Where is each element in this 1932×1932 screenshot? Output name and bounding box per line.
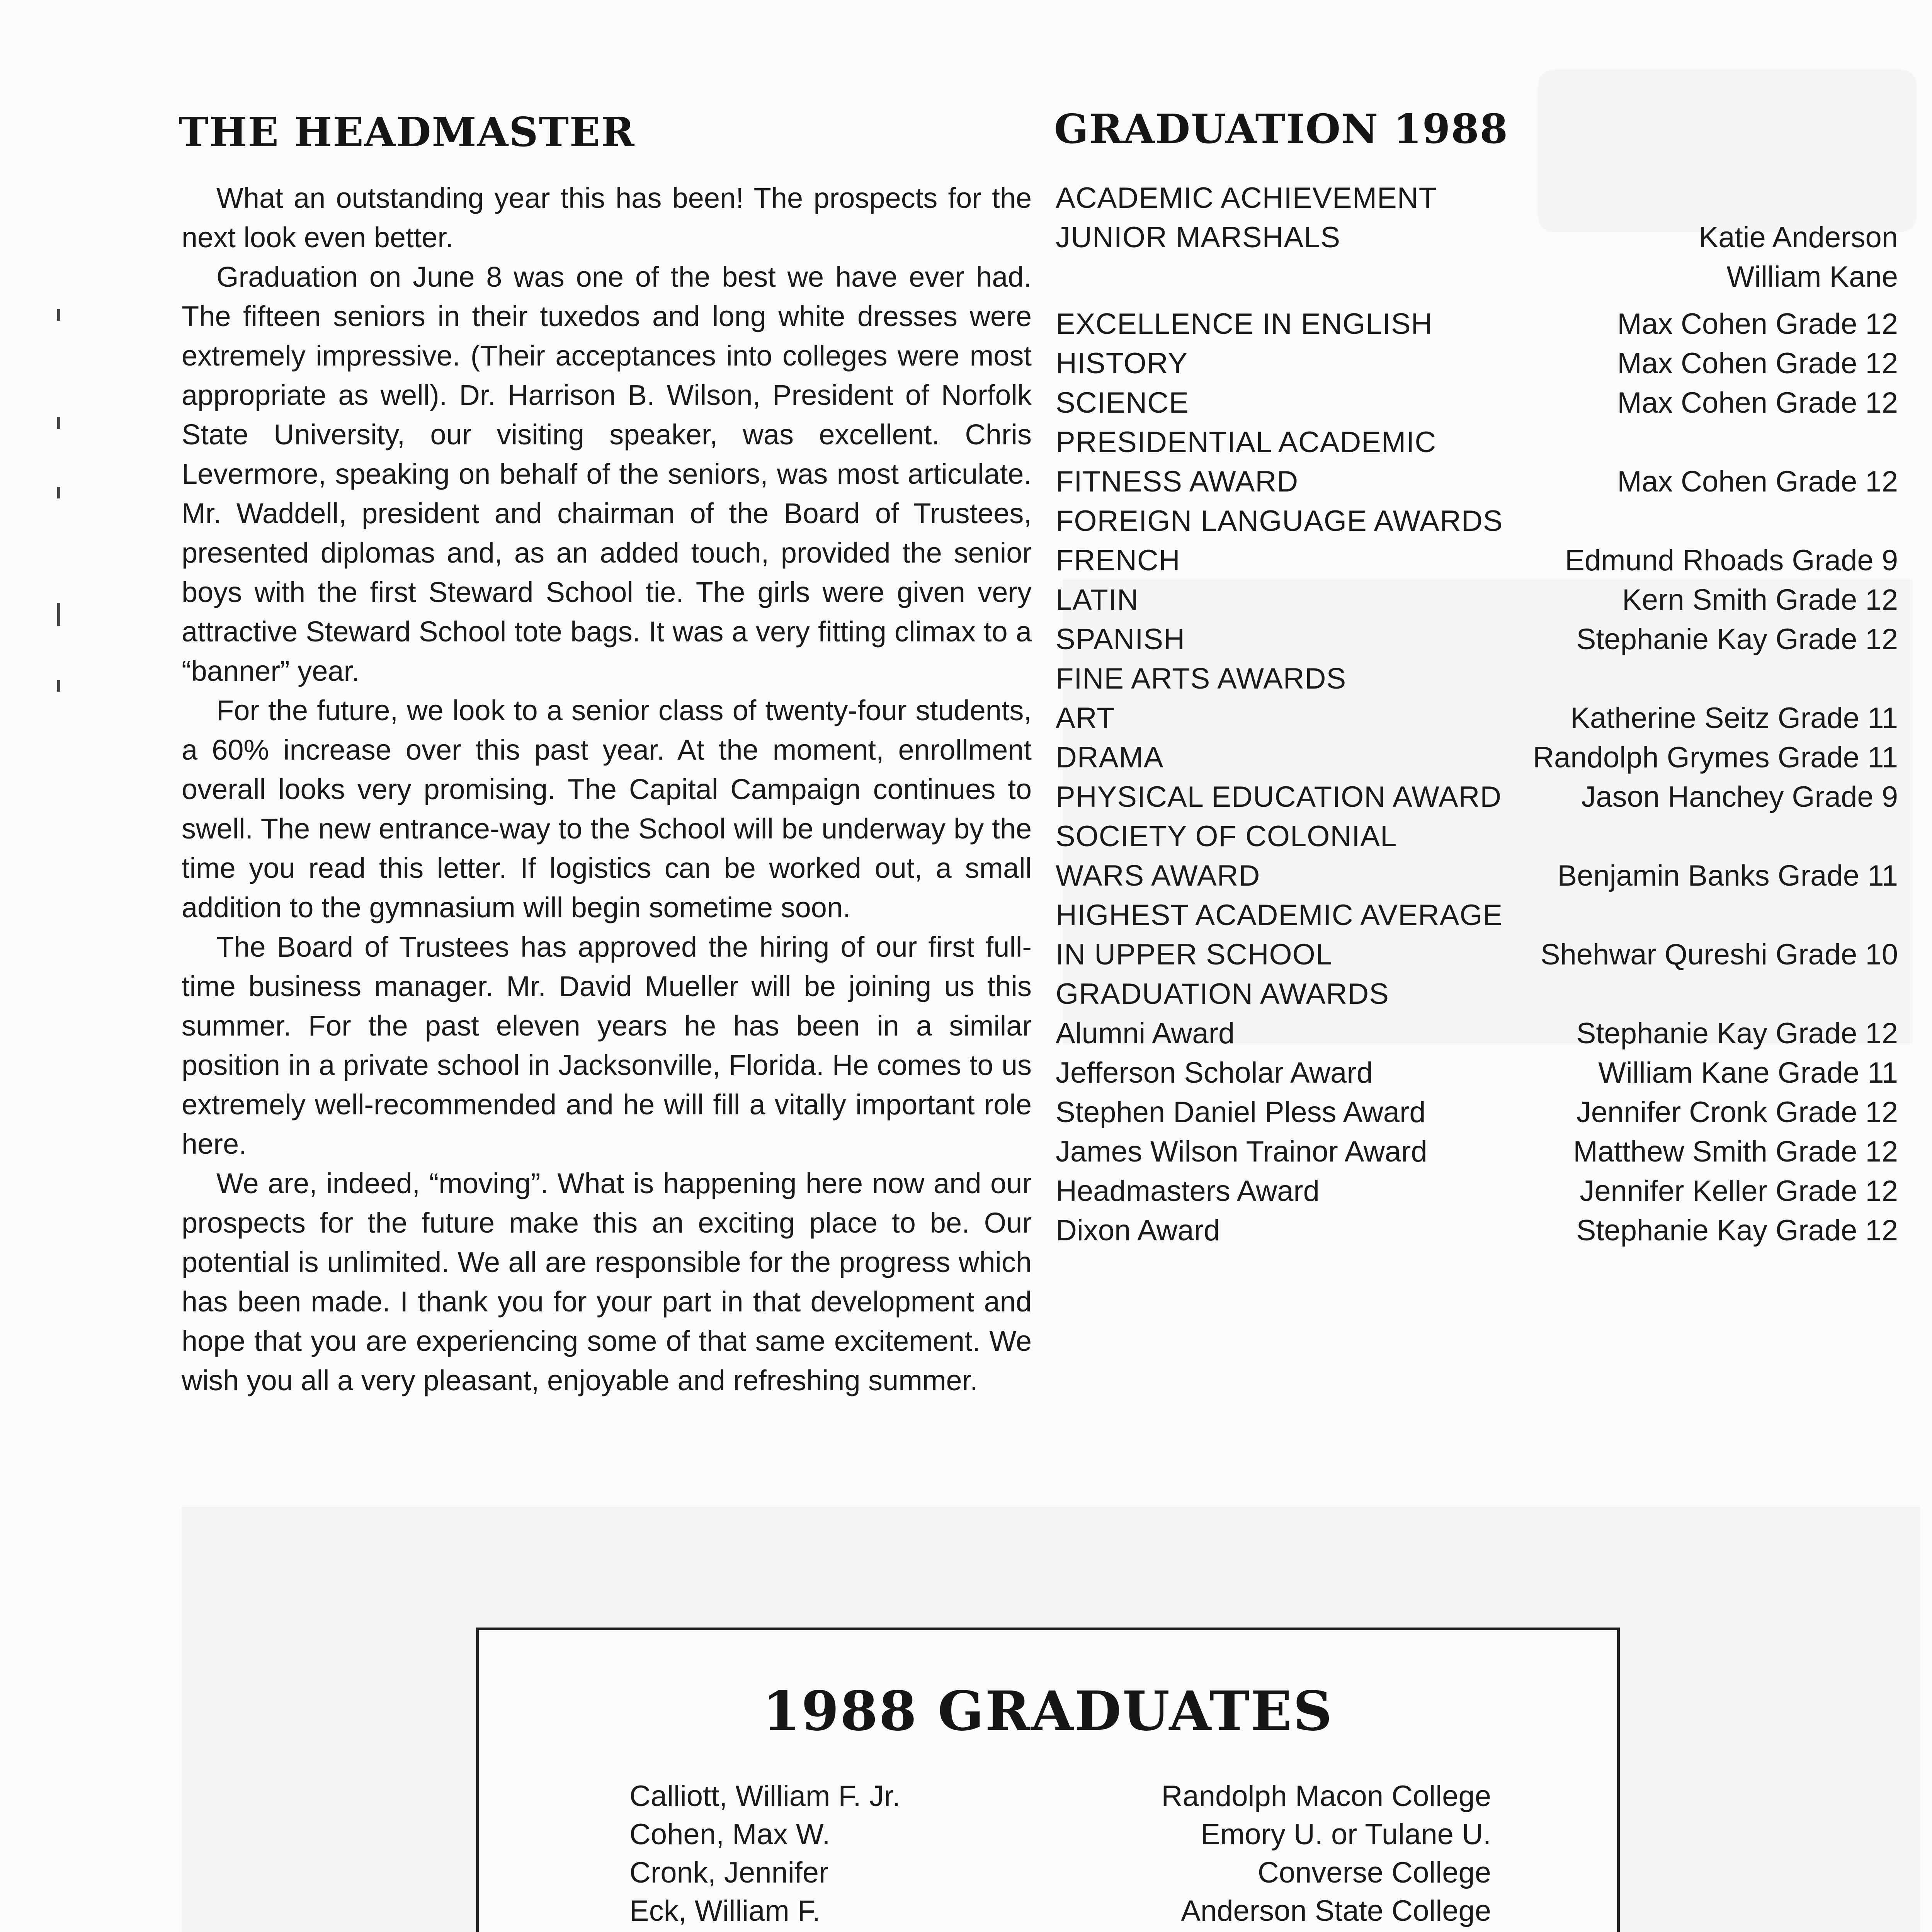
graduate-row xyxy=(629,1854,1491,1892)
award-recipient: Max Cohen Grade 12 xyxy=(1617,347,1898,380)
award-label: Stephen Daniel Pless Award xyxy=(1056,1096,1426,1129)
award-label: SPANISH xyxy=(1056,623,1185,656)
binding-mark xyxy=(57,680,60,692)
recipient-name: William Kane xyxy=(1726,260,1898,293)
award-label xyxy=(1056,423,1436,502)
letter-paragraph: We are, indeed, “moving”. What is happening here now and our prospects for the future make this an exciting place to be. Our potential is unlimited. We all are responsible for the progress which has been made. I thank you for your part in that development and hope that you are experiencing some of that same excitement. We wish you all a very pleasant, enjoyable and refreshing summer. xyxy=(182,1167,1032,1396)
award-recipient: Stephanie Kay Grade 12 xyxy=(1576,1214,1898,1247)
award-label: PHYSICAL EDUCATION AWARD xyxy=(1056,781,1502,813)
award-label-line: WARS AWARD xyxy=(1056,859,1260,892)
award-row-headmasters xyxy=(1056,1172,1898,1211)
graduate-college: Converse College xyxy=(1257,1856,1491,1889)
award-recipient xyxy=(1699,218,1898,297)
letter-paragraph: The Board of Trustees has approved the hiring of our first full-time business manager. Mr. David Mueller will be joining us this summer. For the past eleven years he has been in a similar position in a private school in Jacksonville, Florida. He comes to us extremely well-recommended and he will fill a vitally important role here. xyxy=(182,931,1032,1160)
graduates-box xyxy=(476,1628,1620,1932)
award-label-line: IN UPPER SCHOOL xyxy=(1056,938,1333,971)
award-label: EXCELLENCE IN ENGLISH xyxy=(1056,308,1433,340)
award-row-art xyxy=(1056,699,1898,738)
award-label: James Wilson Trainor Award xyxy=(1056,1135,1427,1168)
award-label-line: HIGHEST ACADEMIC AVERAGE xyxy=(1056,899,1503,932)
award-label: FINE ARTS AWARDS xyxy=(1056,662,1347,695)
award-label: HISTORY xyxy=(1056,347,1188,380)
award-recipient: Katherine Seitz Grade 11 xyxy=(1570,702,1898,735)
awards-list xyxy=(1056,179,1898,1250)
award-label: Headmasters Award xyxy=(1056,1175,1320,1208)
award-label: SCIENCE xyxy=(1056,386,1189,419)
binding-mark xyxy=(57,603,60,626)
award-label: Alumni Award xyxy=(1056,1017,1235,1050)
award-label-line: FITNESS AWARD xyxy=(1056,465,1299,498)
award-recipient: Jennifer Cronk Grade 12 xyxy=(1576,1096,1898,1129)
graduate-college xyxy=(1253,1930,1491,1932)
graduate-row xyxy=(629,1892,1491,1930)
graduates-list xyxy=(629,1777,1491,1932)
award-label: JUNIOR MARSHALS xyxy=(1056,221,1341,254)
award-label: GRADUATION AWARDS xyxy=(1056,978,1389,1010)
award-row-dixon xyxy=(1056,1211,1898,1250)
award-recipient: Shehwar Qureshi Grade 10 xyxy=(1540,938,1898,971)
letter-paragraph: For the future, we look to a senior class of twenty-four students, a 60% increase over this past year. At the moment, enrollment overall looks very promising. The Capital Campaign continues to swell. The new entrance-way to the School will be underway by the time you read this letter. If logistics can be worked out, a small addition to the gymnasium will begin sometime soon. xyxy=(182,694,1032,923)
award-recipient: William Kane Grade 11 xyxy=(1598,1056,1898,1089)
award-label: ACADEMIC ACHIEVEMENT xyxy=(1056,182,1437,214)
headmaster-letter xyxy=(182,179,1032,1400)
award-row-pless xyxy=(1056,1093,1898,1132)
award-recipient: Max Cohen Grade 12 xyxy=(1617,465,1898,498)
award-row-science xyxy=(1056,383,1898,423)
section-heading-graduation-awards xyxy=(1056,975,1898,1014)
graduate-row xyxy=(629,1777,1491,1815)
graduate-college: Anderson State College xyxy=(1181,1895,1491,1927)
award-row-english xyxy=(1056,304,1898,344)
graduate-row xyxy=(629,1930,1491,1932)
award-recipient: Jason Hanchey Grade 9 xyxy=(1581,781,1898,813)
award-row-physical-education xyxy=(1056,777,1898,817)
award-row-alumni xyxy=(1056,1014,1898,1053)
binding-mark xyxy=(57,309,60,321)
binding-mark xyxy=(57,417,60,429)
award-recipient: Edmund Rhoads Grade 9 xyxy=(1565,544,1898,577)
award-recipient: Benjamin Banks Grade 11 xyxy=(1557,859,1898,892)
award-row-highest-average xyxy=(1056,896,1898,975)
graduate-name: Cronk, Jennifer xyxy=(629,1856,829,1889)
graduate-row xyxy=(629,1815,1491,1854)
award-row-trainor xyxy=(1056,1132,1898,1172)
graduate-college: Randolph Macon College xyxy=(1161,1780,1491,1813)
award-label: Dixon Award xyxy=(1056,1214,1220,1247)
graduate-name: Cohen, Max W. xyxy=(629,1818,830,1851)
headmaster-heading: THE HEADMASTER xyxy=(179,108,635,156)
binding-mark xyxy=(57,487,60,498)
award-label xyxy=(1056,817,1397,896)
award-row-french xyxy=(1056,541,1898,580)
award-label-line: PRESIDENTIAL ACADEMIC xyxy=(1056,426,1437,459)
award-row-fitness xyxy=(1056,423,1898,502)
award-recipient: Matthew Smith Grade 12 xyxy=(1573,1135,1898,1168)
recipient-name: Katie Anderson xyxy=(1699,221,1898,254)
award-row-jefferson xyxy=(1056,1053,1898,1093)
award-label: DRAMA xyxy=(1056,741,1164,774)
award-label: ART xyxy=(1056,702,1115,735)
award-row-colonial-wars xyxy=(1056,817,1898,896)
award-label-line: SOCIETY OF COLONIAL xyxy=(1056,820,1397,853)
graduate-name xyxy=(629,1930,825,1932)
graduate-college: Emory U. or Tulane U. xyxy=(1201,1818,1491,1851)
graduate-name: Calliott, William F. Jr. xyxy=(629,1780,900,1813)
letter-paragraph: What an outstanding year this has been! The prospects for the next look even better. xyxy=(182,182,1032,253)
section-heading-foreign-language xyxy=(1056,502,1898,541)
graduates-heading: 1988 GRADUATES xyxy=(762,1680,1333,1743)
award-row-junior-marshals xyxy=(1056,218,1898,297)
award-label xyxy=(1056,896,1503,975)
letter-paragraph: Graduation on June 8 was one of the best we have ever had. The fifteen seniors in their tuxedos and long white dresses were extremely impressive. (Their acceptances into colleges were most appropriate as well). Dr. Harrison B. Wilson, President of Norfolk State University, our visiting speaker, was excellent. Chris Levermore, speaking on behalf of the seniors, was most articulate. Mr. Waddell, president and chairman of the Board of Trustees, presented diplomas and, as an added touch, provided the senior boys with the first Steward School tie. The girls were given very attractive Steward School tote bags. It was a very fitting climax to a “banner” year. xyxy=(182,261,1032,687)
award-recipient: Kern Smith Grade 12 xyxy=(1622,583,1898,616)
award-row-history xyxy=(1056,344,1898,383)
award-recipient: Randolph Grymes Grade 11 xyxy=(1533,741,1898,774)
section-heading-academic xyxy=(1056,179,1898,218)
award-label: FOREIGN LANGUAGE AWARDS xyxy=(1056,505,1503,537)
award-recipient: Stephanie Kay Grade 12 xyxy=(1576,623,1898,656)
award-recipient: Max Cohen Grade 12 xyxy=(1617,308,1898,340)
award-label: Jefferson Scholar Award xyxy=(1056,1056,1373,1089)
award-recipient: Jennifer Keller Grade 12 xyxy=(1580,1175,1898,1208)
award-recipient: Max Cohen Grade 12 xyxy=(1617,386,1898,419)
award-row-drama xyxy=(1056,738,1898,777)
award-row-latin xyxy=(1056,580,1898,620)
award-recipient: Stephanie Kay Grade 12 xyxy=(1576,1017,1898,1050)
award-label: LATIN xyxy=(1056,583,1139,616)
section-heading-fine-arts xyxy=(1056,659,1898,699)
graduation-heading: GRADUATION 1988 xyxy=(1054,105,1509,153)
award-label: FRENCH xyxy=(1056,544,1180,577)
award-row-spanish xyxy=(1056,620,1898,659)
graduate-name: Eck, William F. xyxy=(629,1895,820,1927)
